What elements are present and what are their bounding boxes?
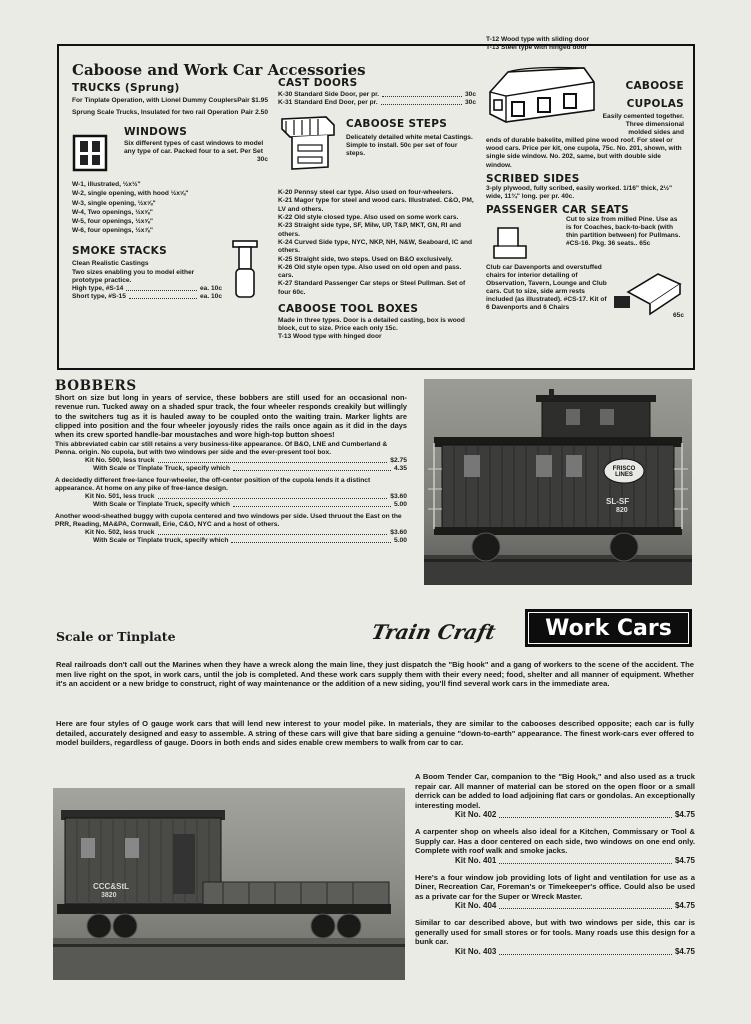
accessories-title: Caboose and Work Car Accessories — [72, 61, 366, 79]
passenger-seats-block-1 — [486, 216, 684, 264]
list-item: W-1, illustrated, ½x½" — [72, 181, 141, 189]
accessories-col-3 — [486, 62, 684, 320]
smoke-stacks-line-2: Two sizes enabling you to model either prototype practice. — [72, 268, 195, 284]
windows-heading: WINDOWS — [124, 126, 188, 139]
accessories-col-2 — [278, 77, 476, 341]
passenger-seats-price-2: 65c — [672, 311, 684, 319]
list-item: K-20 Pennsy steel car type. Also used on four-wheelers. — [278, 189, 454, 197]
passenger-seats-desc-2: Club car Davenports and overstuffed chairs for interior detailing of Observation, Tavern, Lounge and Club cars. Cut to size, side arm rests included (as illustrated). #CS-17. Kit of 6 Davenports and 6 Chairs — [486, 263, 607, 312]
top-note: T-12 Wood type with sliding door T-13 Steel type with hinged door — [486, 36, 590, 52]
passenger-seats-block-2 — [486, 264, 684, 320]
cupolas-heading-2: CUPOLAS — [626, 98, 684, 110]
photo-car-number: 3820 — [101, 892, 117, 899]
photo-lettering: CCC&StL — [93, 882, 129, 891]
caboose-steps-icon — [278, 113, 338, 175]
photo-herald: FRISCO LINES — [612, 466, 636, 478]
list-item: K-23 Straight side type, SF, Milw, UP, T&P, MKT, GN, RI and others. — [278, 222, 462, 238]
list-item: W-6, four openings, ½x⅞" — [72, 227, 154, 235]
windows-desc: Six different types of cast windows to model any type of car. Packed four to a set. Per Set — [124, 140, 264, 156]
tool-boxes-last: T-13 Wood type with hinged door — [278, 333, 382, 341]
caboose-steps-desc: Delicately detailed white metal Castings. Simple to install. 50c per set of four steps. — [346, 134, 473, 158]
window-casting-icon — [72, 134, 108, 172]
work-car-kits — [415, 772, 695, 957]
smoke-stacks-heading: SMOKE STACKS — [72, 245, 167, 258]
smoke-stacks-section — [72, 245, 268, 301]
passenger-seats-desc: Cut to size from milled Pine. Use as is for Coaches, back-to-back (with thin partition between) for Pullmans. #CS-16. Pkg. 36 seats.. 65c — [566, 215, 681, 248]
bobbers-text — [55, 393, 407, 545]
caboose-steps-heading: CABOOSE STEPS — [346, 118, 448, 131]
trucks-heading: TRUCKS (Sprung) — [72, 82, 180, 94]
work-car-kit-403: Similar to car described above, but with two windows per side, this car is generally used for small stores or for tools. Many roads use this design for a bunk car. Kit No. 403 $4.75 — [415, 918, 695, 956]
work-cars-title-block — [525, 609, 692, 647]
bobber-caboose-illustration — [424, 379, 692, 585]
bobbers-intro: Short on size but long in years of service, these bobbers are still used for an occasional non-revenue run. Tucked away on a shaded spur track, the four wheeler responds creakily but willingly to the switchers tug as it is hauled away to be coupled onto the waiting train. Marker lights are clipped into position and the four wheeler joyously rides the rails once again as it did in the days when its crew sported handle-bar moustaches and wore high-top button shoes! — [55, 393, 407, 440]
bobber-kit-502: Another wood-sheathed buggy with cupola centered and two windows per side. Used thruout the East on the PRR, Reading, MA&PA, Cornwall, Erie, C&O, NYC and a host of others. Kit No. 502, less truck $3.60 With Scale or Tinplate truck, specify which 5.00 — [55, 513, 407, 545]
windows-list — [72, 180, 268, 235]
work-cars-para-2: Here are four styles of O gauge work cars that will lend new interest to your model pike. In materials, they are similar to the cabooses described opposite; each car is fully detailed, accurately designed and easy to assemble. A string of these cars will give that bare siding a genuine "down-to-earth" appearance. The finest work-cars ever offered to model builders, regardless of gauge. Doors in both ends and sides enable crew members to walk from car to car. — [56, 719, 694, 747]
smoke-stacks-line-1: Clean Realistic Castings — [72, 260, 149, 268]
list-item: W-4, Two openings, ½x⅝" — [72, 208, 153, 216]
work-car-kit-401: A carpenter shop on wheels also ideal for a Kitchen, Commissary or Tool & Supply car. Has a door centered on each side, two windows on one end only. Complete with roof walk and smoke jacks. Kit No. 401 $4.75 — [415, 827, 695, 865]
scale-tinplate-label: Scale or Tinplate — [56, 629, 176, 644]
list-item: K-24 Curved Side type, NYC, NKP, NH, N&W, Seaboard, IC and others. — [278, 238, 473, 255]
cupolas-heading-1: CABOOSE — [625, 80, 684, 92]
accessories-col-1 — [72, 82, 268, 301]
list-item: K-27 Standard Passenger Car steps or Steel Pullman. Set of four 60c. — [278, 280, 466, 296]
list-item: W-3, single opening, ½x⅝" — [72, 199, 156, 207]
scribed-sides-heading: SCRIBED SIDES — [486, 172, 580, 185]
cupolas-desc-right: Easily cemented together. Three dimensional molded sides and — [602, 113, 684, 137]
bobber-kit-500: This abbreviated cabin car still retains a very business-like appearance. Of B&O, LNE and Cumberland & Penna. origin. No cupola, but with two windows per side and the ever-present tool box. Kit No. 500, less truck $2.75 With Scale or Tinplate Truck, specify which 4.35 — [55, 441, 407, 473]
list-item: K-21 Magor type for steel and wood cars. Illustrated. C&O, PM, LV and others. — [278, 197, 474, 213]
cast-doors-heading: CAST DOORS — [278, 77, 358, 89]
work-car-kit-402: A Boom Tender Car, companion to the "Big Hook," and also used as a truck repair car. All manner of material can be stored on the open floor or a small derrick can be added to load adjoining flat cars or gondolas. An exceptionally interesting model. Kit No. 402 $4.75 — [415, 772, 695, 819]
photo-reporting-mark: SL-SF — [606, 497, 630, 506]
list-item: K-22 Old style closed type. Also used on some work cars. — [278, 214, 459, 222]
tool-boxes-heading: CABOOSE TOOL BOXES — [278, 303, 419, 316]
train-craft-logo: Train Craft — [369, 620, 498, 644]
scribed-sides-desc: 3-ply plywood, fully scribed, easily worked. 1/16" thick, 2½" wide, 11¾" long. per pr. 40c. — [486, 184, 673, 200]
bobber-photo — [424, 379, 692, 585]
trucks-line-1: For Tinplate Operation, with Lionel Dummy Couplers Pair $1.95 — [72, 97, 268, 104]
photo-car-number: 820 — [616, 507, 628, 514]
work-car-kit-404: Here's a four window job providing lots of light and ventilation for use as a Diner, Recreation Car, Foreman's or Timekeeper's office. Could also be used as a private car for the Super or Wreck Master. Kit No. 404 $4.75 — [415, 872, 695, 910]
caboose-steps-section — [278, 113, 476, 175]
tool-boxes-desc: Made in three types. Door is a detailed casting, box is wood block, cut to size. Price each only 15c. — [278, 317, 465, 333]
list-item: K-26 Old style open type. Also used on old open and pass. cars. — [278, 263, 462, 280]
list-item: K-25 Straight side, two steps. Used on B&O exclusively. — [278, 255, 453, 263]
bobbers-title: BOBBERS — [55, 378, 137, 394]
list-item: W-2, single opening, with hood ½x⅝" — [72, 190, 189, 198]
list-item: W-5, four openings, ½x⅝" — [72, 218, 154, 225]
cupolas-desc: ends of durable bakelite, milled pine wood roof. For steel or wood cars. Price per kit, one cupola, 75c. No. 201, shown, with single side window. No. 202, same, but with double side window. — [486, 137, 682, 169]
windows-price: 30c — [256, 156, 268, 164]
smoke-stack-short: Short type, #S-15 ea. 10c — [72, 292, 222, 300]
work-cars-title: Work Cars — [545, 615, 672, 641]
bobber-kit-501: A decidedly different free-lance four-wheeler, the off-center position of the cupola lends it a distinct appearance. At home on any pike of free-lance design. Kit No. 501, less truck $3.60 With Scale or Tinplate Truck, specify which 5.00 — [55, 477, 407, 509]
windows-section — [72, 126, 268, 172]
cupola-icon — [486, 62, 598, 132]
coach-seat-icon — [486, 224, 530, 264]
smoke-stack-high: High type, #S-14 ea. 10c — [72, 284, 222, 292]
cupolas-section — [486, 62, 684, 137]
trucks-line-2: Sprung Scale Trucks, Insulated for two rail Operation Pair 2.50 — [72, 109, 268, 117]
work-car-photo — [53, 788, 405, 980]
passenger-seats-heading: PASSENGER CAR SEATS — [486, 203, 630, 216]
list-item: K-30 Standard Side Door, per pr. 30c — [278, 91, 476, 98]
work-cars-para-1: Real railroads don't call out the Marines when they have a wreck along the main line, they just dispatch the "Big hook" and a gang of workers to the scene of the accident. The men live right on the spot, in work cars, until the job is completed. And these work cars supply them with their every need; food, shelter and all manner of equipment. Whether it's an accident or a new bridge to construct, right of way maintenance or the addition of a new siding, you'll find several work cars in the immediate area. — [56, 660, 694, 688]
list-item: K-31 Standard End Door, per pr. 30c — [278, 99, 476, 107]
caboose-steps-list — [278, 189, 476, 297]
smoke-stack-icon — [230, 239, 260, 301]
